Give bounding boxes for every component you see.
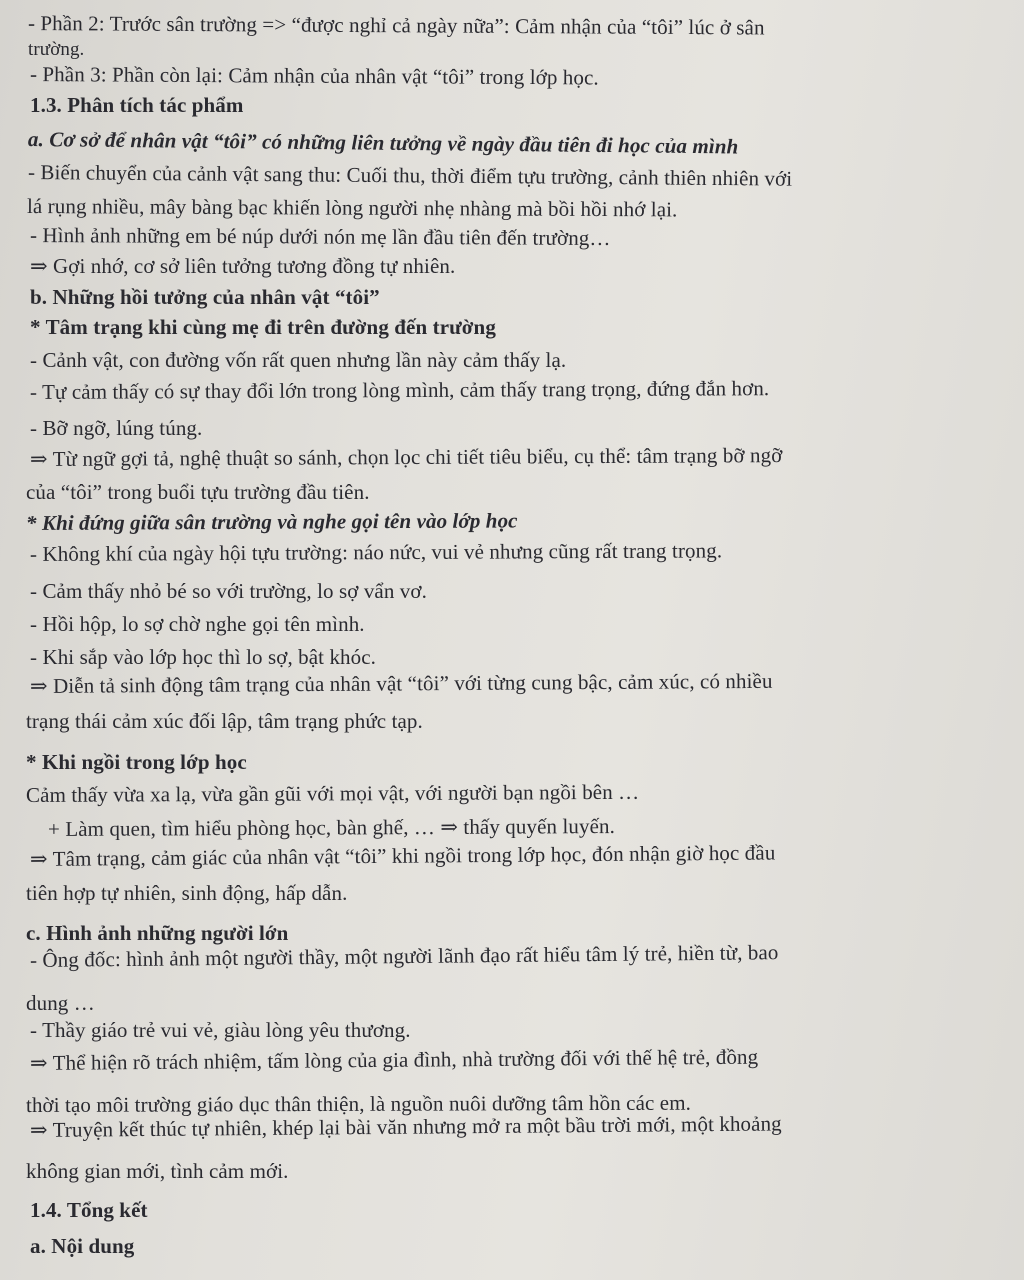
text-line: ⇒ Từ ngữ gợi tả, nghệ thuật so sánh, chọn lọc chi tiết tiêu biểu, cụ thể: tâm trạng bỡ ngỡ bbox=[29, 443, 783, 471]
text-line: - Thầy giáo trẻ vui vẻ, giàu lòng yêu thương. bbox=[30, 1018, 411, 1042]
text-line: - Tự cảm thấy có sự thay đổi lớn trong lòng mình, cảm thấy trang trọng, đứng đắn hơn. bbox=[29, 376, 770, 404]
text-line: - Phần 2: Trước sân trường => “được nghỉ cả ngày nữa”: Cảm nhận của “tôi” lúc ở sân bbox=[27, 11, 765, 40]
text-line: lá rụng nhiều, mây bàng bạc khiến lòng người nhẹ nhàng mà bồi hồi nhớ lại. bbox=[26, 194, 678, 222]
text-line: ⇒ Thể hiện rõ trách nhiệm, tấm lòng của gia đình, nhà trường đối với thế hệ trẻ, đồng bbox=[29, 1044, 759, 1075]
text-line: - Không khí của ngày hội tựu trường: náo nức, vui vẻ nhưng cũng rất trang trọng. bbox=[29, 538, 723, 566]
text-line: - Cảnh vật, con đường vốn rất quen nhưng lần này cảm thấy lạ. bbox=[30, 348, 567, 372]
text-line: ⇒ Tâm trạng, cảm giác của nhân vật “tôi” khi ngồi trong lớp học, đón nhận giờ học đầu bbox=[29, 840, 776, 871]
text-line: - Khi sắp vào lớp học thì lo sợ, bật khóc. bbox=[30, 645, 377, 669]
point-heading: * Khi ngồi trong lớp học bbox=[26, 750, 247, 774]
point-heading: * Khi đứng giữa sân trường và nghe gọi tên vào lớp học bbox=[25, 508, 518, 535]
text-line: trường. bbox=[28, 39, 85, 60]
subsection-heading: b. Những hồi tưởng của nhân vật “tôi” bbox=[30, 285, 380, 309]
text-line: tiên hợp tự nhiên, sinh động, hấp dẫn. bbox=[26, 881, 348, 905]
text-line: thời tạo môi trường giáo dục thân thiện, là nguồn nuôi dưỡng tâm hồn các em. bbox=[25, 1090, 692, 1117]
text-line: ⇒ Diễn tả sinh động tâm trạng của nhân vật “tôi” với từng cung bậc, cảm xúc, có nhiều bbox=[29, 668, 773, 698]
text-line: - Ông đốc: hình ảnh một người thầy, một người lãnh đạo rất hiểu tâm lý trẻ, hiền từ, bao bbox=[29, 940, 779, 972]
point-heading: * Tâm trạng khi cùng mẹ đi trên đường đến trường bbox=[30, 315, 496, 339]
text-line: Cảm thấy vừa xa lạ, vừa gần gũi với mọi vật, với người bạn ngồi bên … bbox=[25, 779, 640, 807]
text-line: không gian mới, tình cảm mới. bbox=[26, 1159, 289, 1183]
section-heading: 1.4. Tổng kết bbox=[30, 1198, 148, 1222]
text-line: ⇒ Truyện kết thúc tự nhiên, khép lại bài văn nhưng mở ra một bầu trời mới, một khoảng bbox=[29, 1111, 782, 1142]
text-line: của “tôi” trong buổi tựu trường đầu tiên. bbox=[26, 480, 370, 504]
text-line: - Bỡ ngỡ, lúng túng. bbox=[30, 416, 203, 440]
subsection-heading: a. Nội dung bbox=[30, 1234, 135, 1258]
subsection-heading: a. Cơ sở để nhân vật “tôi” có những liên tưởng về ngày đầu tiên đi học của mình bbox=[27, 127, 739, 159]
text-line: dung … bbox=[26, 991, 95, 1015]
text-line: - Hình ảnh những em bé núp dưới nón mẹ lần đầu tiên đến trường… bbox=[29, 223, 611, 251]
text-line: - Phần 3: Phần còn lại: Cảm nhận của nhân vật “tôi” trong lớp học. bbox=[29, 62, 599, 90]
text-line: + Làm quen, tìm hiểu phòng học, bàn ghế, … ⇒ thấy quyến luyến. bbox=[47, 814, 616, 841]
text-line: - Cảm thấy nhỏ bé so với trường, lo sợ vẩn vơ. bbox=[30, 579, 427, 603]
section-heading: 1.3. Phân tích tác phẩm bbox=[30, 93, 244, 117]
text-line: ⇒ Gợi nhớ, cơ sở liên tưởng tương đồng tự nhiên. bbox=[30, 254, 456, 278]
subsection-heading: c. Hình ảnh những người lớn bbox=[26, 921, 289, 945]
text-line: - Biến chuyển của cảnh vật sang thu: Cuối thu, thời điểm tựu trường, cảnh thiên nhiên với bbox=[27, 160, 793, 191]
text-line: trạng thái cảm xúc đối lập, tâm trạng phức tạp. bbox=[26, 709, 423, 733]
text-line: - Hồi hộp, lo sợ chờ nghe gọi tên mình. bbox=[30, 612, 365, 636]
